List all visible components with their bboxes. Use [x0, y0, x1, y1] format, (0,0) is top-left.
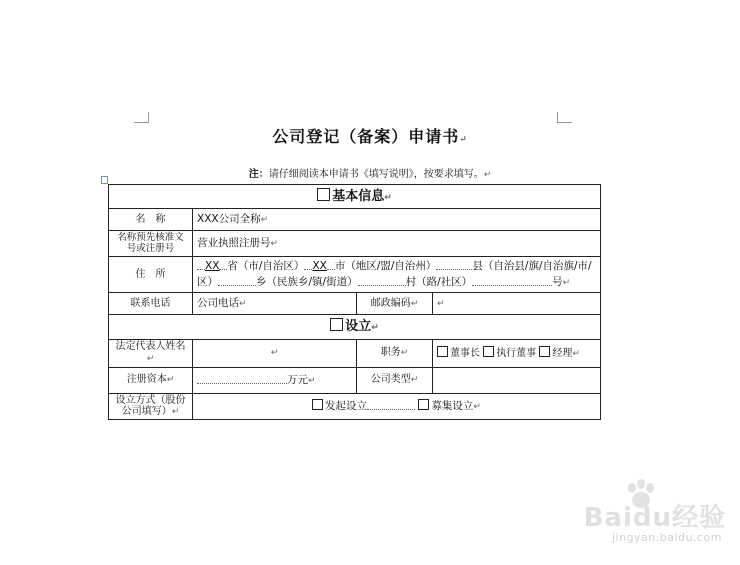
watermark-url: jingyan.baidu.com: [611, 531, 722, 544]
position-checkbox-chairman[interactable]: [437, 346, 448, 357]
page-corner-mark-right: [557, 112, 572, 123]
name-value-field[interactable]: XXX公司全称↵: [193, 209, 601, 231]
position-label: 职务↵: [357, 339, 433, 367]
address-field[interactable]: XX 省（市/自治区） XX 市（地区/盟/自治州） 县（自治县/旗/自治旗/市/区） 乡（民族乡/镇/街道） 村（路/社区） 号↵: [193, 257, 601, 293]
position-options: 董事长 执行董事 经理↵: [433, 339, 601, 367]
capital-field[interactable]: 万元↵: [193, 367, 357, 393]
legal-rep-label: 法定代表人姓名↵: [109, 339, 193, 367]
row-address: [109, 257, 601, 293]
company-type-field[interactable]: [433, 367, 601, 393]
setup-checkbox-promotion[interactable]: [312, 399, 323, 410]
address-label: 住 所: [109, 257, 193, 293]
document-note: 注：请仔细阅读本申请书《填写说明》，按要求填写。↵: [248, 169, 492, 180]
section-title-basic: 基本信息: [332, 189, 385, 204]
position-checkbox-executive-director[interactable]: [483, 346, 494, 357]
table-anchor-icon[interactable]: [101, 176, 108, 184]
name-label: 名 称: [109, 209, 193, 231]
checkbox-icon: [317, 188, 330, 201]
row-capital: [109, 367, 601, 393]
legal-rep-field[interactable]: ↵: [193, 339, 357, 367]
section-header-basic: 基本信息↵: [109, 185, 601, 209]
setup-method-options: 发起设立 募集设立↵: [193, 393, 601, 419]
checkbox-icon: [330, 318, 343, 331]
section-header-setup: 设立↵: [109, 315, 601, 339]
position-checkbox-manager[interactable]: [539, 346, 550, 357]
row-prename: [109, 231, 601, 257]
row-setup-method: [109, 393, 601, 419]
company-type-label: 公司类型↵: [357, 367, 433, 393]
phone-value-field[interactable]: 公司电话↵: [193, 293, 357, 315]
watermark-brand: Baidu经验: [583, 503, 726, 533]
registration-form-table: [108, 184, 601, 420]
prename-label: 名称预先核准文号或注册号: [109, 231, 193, 257]
postal-label: 邮政编码↵: [357, 293, 433, 315]
setup-method-label: 设立方式（股份公司填写）↵: [109, 393, 193, 419]
prename-value-field[interactable]: 营业执照注册号↵: [193, 231, 601, 257]
note-label: 注：: [248, 169, 269, 180]
note-text: 请仔细阅读本申请书《填写说明》，按要求填写。: [268, 169, 484, 180]
postal-value-field[interactable]: ↵: [433, 293, 601, 315]
phone-label: 联系电话: [109, 293, 193, 315]
baidu-jingyan-watermark: [566, 479, 726, 549]
document-title: 公司登记（备案）申请书↵: [272, 127, 468, 146]
setup-checkbox-subscription[interactable]: [418, 399, 429, 410]
section-title-setup: 设立: [345, 319, 372, 335]
row-contact: [109, 293, 601, 315]
page-corner-mark-left: [134, 112, 149, 123]
capital-label: 注册资本↵: [109, 367, 193, 393]
row-legal-rep: [109, 339, 601, 367]
row-name: [109, 209, 601, 231]
